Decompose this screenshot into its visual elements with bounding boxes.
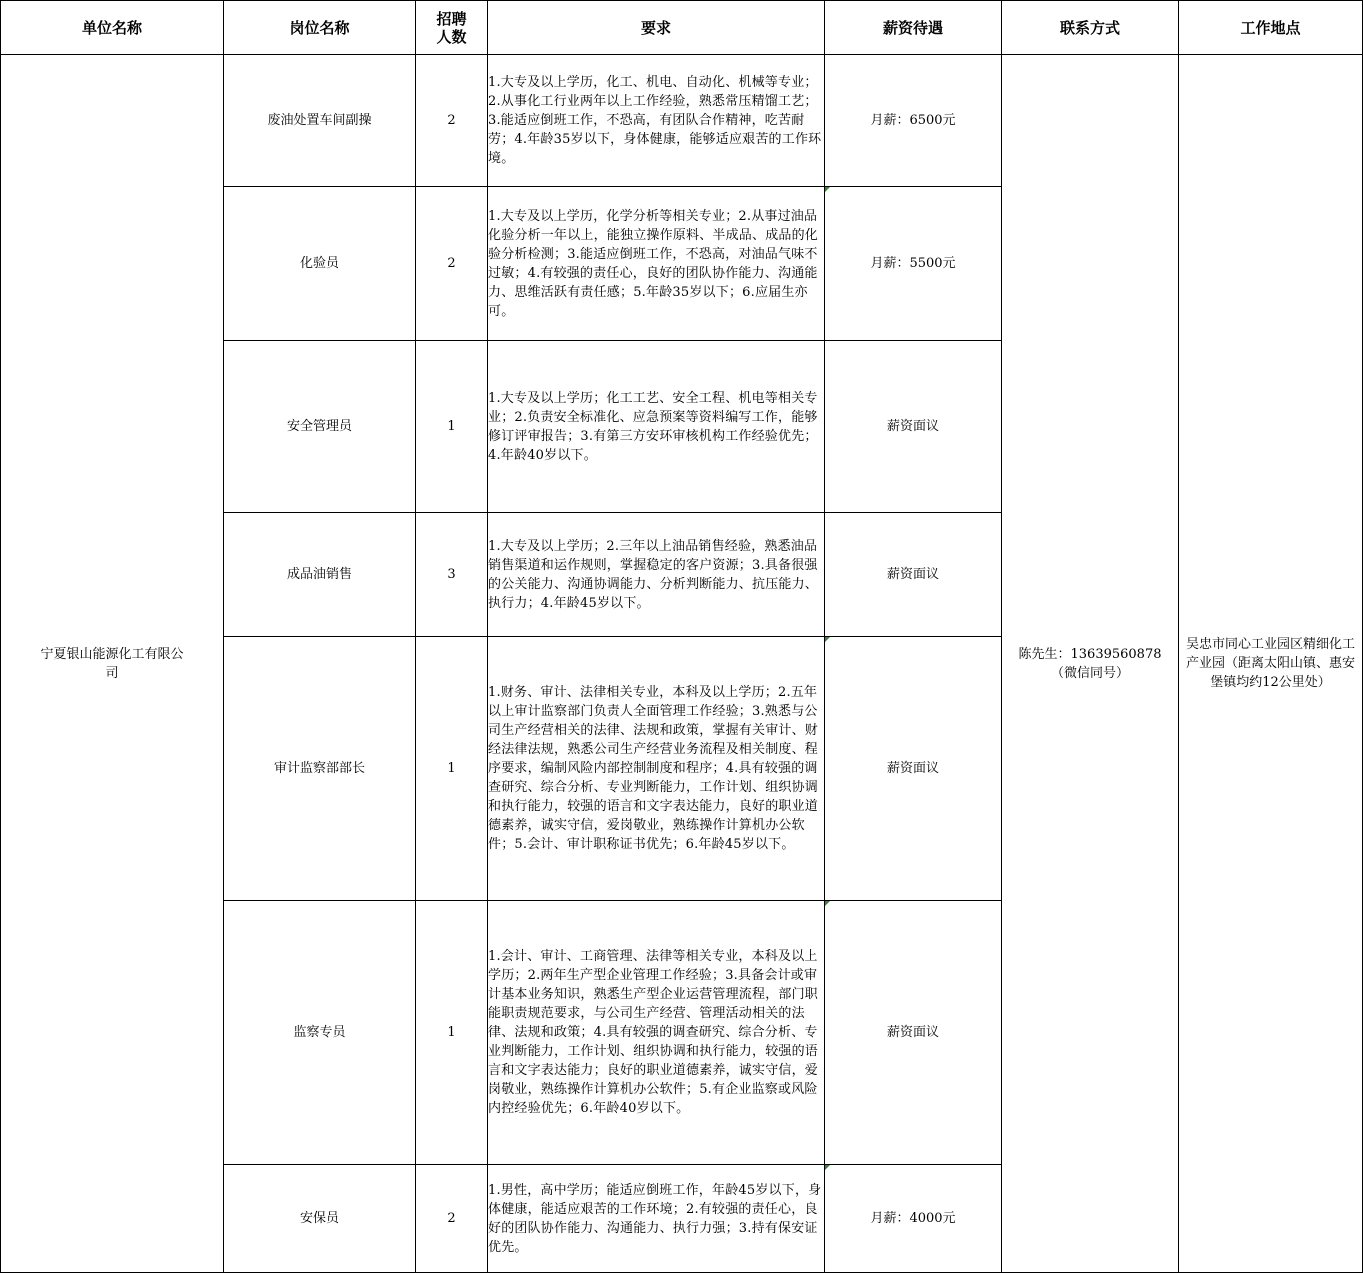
count-cell: 3 <box>416 513 488 637</box>
header-salary: 薪资待遇 <box>825 1 1002 55</box>
position-cell: 安保员 <box>224 1165 416 1273</box>
position-cell: 化验员 <box>224 187 416 341</box>
cell-comment-marker <box>825 637 830 642</box>
cell-comment-marker <box>825 187 830 192</box>
work-location: 吴忠市同心工业园区精细化工产业园（距离太阳山镇、惠安堡镇均约12公里处） <box>1185 637 1355 690</box>
table-row <box>1 55 1363 187</box>
count-cell: 2 <box>416 187 488 341</box>
cell-comment-marker <box>825 1165 830 1170</box>
header-contact: 联系方式 <box>1002 1 1179 55</box>
salary-cell <box>825 901 1002 1165</box>
requirements-cell: 1.大专及以上学历，化学分析等相关专业；2.从事过油品化验分析一年以上，能独立操作原料、半成品、成品的化验分析检测；3.能适应倒班工作，不恐高，对油品气味不过敏；4.有较强的责任心，良好的团队协作能力、沟通能力、思维活跃有责任感；5.年龄35岁以下；6.应届生亦可。 <box>488 187 825 341</box>
requirements-cell: 1.财务、审计、法律相关专业，本科及以上学历；2.五年以上审计监察部门负责人全面管理工作经验；3.熟悉与公司生产经营相关的法律、法规和政策，掌握有关审计、财经法律法规，熟悉公司生产经营业务流程及相关制度、程序要求，编制风险内部控制制度和程序；4.具有较强的调查研究、综合分析、专业判断能力，工作计划、组织协调和执行能力，较强的语言和文字表达能力，良好的职业道德素养，诚实守信，爱岗敬业，熟练操作计算机办公软件；5.会计、审计职称证书优先；6.年龄45岁以下。 <box>488 637 825 901</box>
requirements-cell: 1.会计、审计、工商管理、法律等相关专业，本科及以上学历；2.两年生产型企业管理工作经验；3.具备会计或审计基本业务知识，熟悉生产型企业运营管理流程，部门职能职责规范要求，与公司生产经营、管理活动相关的法律、法规和政策；4.具有较强的调查研究、综合分析、专业判断能力，工作计划、组织协调和执行能力，较强的语言和文字表达能力；良好的职业道德素养，诚实守信，爱岗敬业，熟练操作计算机办公软件；5.有企业监察或风险内控经验优先；6.年龄40岁以下。 <box>488 901 825 1165</box>
header-company: 单位名称 <box>1 1 224 55</box>
requirements-cell: 1.大专及以上学历；2.三年以上油品销售经验，熟悉油品销售渠道和运作规则，掌握稳定的客户资源；3.具备很强的公关能力、沟通协调能力、分析判断能力、抗压能力、执行力；4.年龄45岁以下。 <box>488 513 825 637</box>
salary-value: 月薪：4000元 <box>870 1211 956 1226</box>
position-cell: 安全管理员 <box>224 341 416 513</box>
position-cell: 监察专员 <box>224 901 416 1165</box>
salary-cell <box>825 1165 1002 1273</box>
salary-value: 月薪：6500元 <box>870 113 956 128</box>
requirements-cell: 1.大专及以上学历，化工、机电、自动化、机械等专业；2.从事化工行业两年以上工作经验，熟悉常压精馏工艺；3.能适应倒班工作，不恐高，有团队合作精神，吃苦耐劳；4.年龄35岁以下，身体健康，能够适应艰苦的工作环境。 <box>488 55 825 187</box>
count-cell: 2 <box>416 1165 488 1273</box>
header-count <box>416 1 488 55</box>
header-position: 岗位名称 <box>224 1 416 55</box>
salary-value: 月薪：5500元 <box>870 256 956 271</box>
position-cell: 成品油销售 <box>224 513 416 637</box>
position-cell: 审计监察部部长 <box>224 637 416 901</box>
cell-comment-marker <box>825 901 830 906</box>
header-requirements: 要求 <box>488 1 825 55</box>
contact-note: （微信同号） <box>1050 665 1129 681</box>
salary-value: 薪资面议 <box>886 1025 939 1040</box>
company-name: 宁夏银山能源化工有限公司 <box>40 646 184 681</box>
company-name-cell <box>1 55 224 1273</box>
requirements-cell: 1.男性，高中学历；能适应倒班工作，年龄45岁以下，身体健康，能适应艰苦的工作环境；2.有较强的责任心，良好的团队协作能力、沟通能力、执行力强；3.持有保安证优先。 <box>488 1165 825 1273</box>
contact-cell <box>1002 55 1179 1273</box>
salary-cell <box>825 637 1002 901</box>
salary-value: 薪资面议 <box>886 419 939 434</box>
position-cell: 废油处置车间副操 <box>224 55 416 187</box>
header-location: 工作地点 <box>1179 1 1363 55</box>
count-cell: 2 <box>416 55 488 187</box>
salary-value: 薪资面议 <box>886 761 939 776</box>
salary-cell <box>825 187 1002 341</box>
requirements-cell: 1.大专及以上学历；化工工艺、安全工程、机电等相关专业；2.负责安全标准化、应急预案等资料编写工作，能够修订评审报告；3.有第三方安环审核机构工作经验优先；4.年龄40岁以下。 <box>488 341 825 513</box>
contact-person: 陈先生：13639560878 <box>1018 646 1162 662</box>
count-cell: 1 <box>416 901 488 1165</box>
salary-cell <box>825 513 1002 637</box>
header-count-label: 招聘人数 <box>436 9 467 46</box>
salary-cell <box>825 55 1002 187</box>
header-row <box>1 1 1363 55</box>
location-cell <box>1179 55 1363 1273</box>
count-cell: 1 <box>416 637 488 901</box>
salary-value: 薪资面议 <box>886 567 939 582</box>
salary-cell <box>825 341 1002 513</box>
count-cell: 1 <box>416 341 488 513</box>
